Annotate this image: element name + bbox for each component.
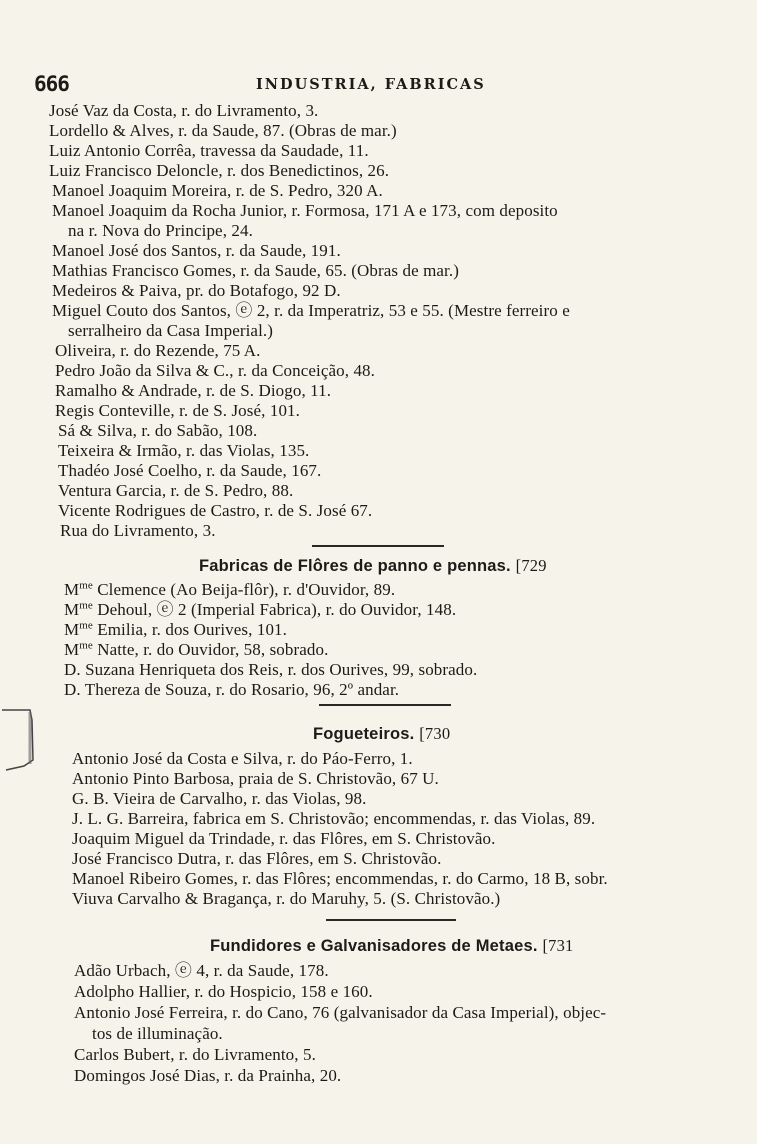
list-item: Antonio Pinto Barbosa, praia de S. Christovão, 67 U.	[72, 769, 439, 788]
list-item: G. B. Vieira de Carvalho, r. das Violas, 98.	[72, 789, 367, 808]
list-item: Adão Urbach, ⓔ 4, r. da Saude, 178.	[74, 961, 329, 980]
list-item: Manoel José dos Santos, r. da Saude, 191.	[52, 241, 341, 260]
list-item: Ramalho & Andrade, r. de S. Diogo, 11.	[55, 381, 332, 400]
list-item: Manoel Joaquim Moreira, r. de S. Pedro, 320 A.	[52, 181, 383, 200]
list-item: Antonio José Ferreira, r. do Cano, 76 (galvanisador da Casa Imperial), objec-	[74, 1003, 607, 1022]
section-number: [730	[419, 724, 451, 743]
list-item: $M^{me}$ Dehoul, ⓔ 2 (Imperial Fabrica), r. do Ouvidor, 148.	[64, 599, 457, 619]
section-heading-fogueteiros	[313, 724, 450, 744]
page-header	[34, 72, 514, 98]
list-item: D. Suzana Henriqueta dos Reis, r. dos Ourives, 99, sobrado.	[64, 660, 478, 679]
section-number: [729	[515, 556, 547, 575]
list-item-continuation: serralheiro da Casa Imperial.)	[68, 321, 274, 340]
section-heading-flores	[199, 556, 547, 576]
running-title: INDUSTRIA, FABRICAS	[256, 76, 486, 93]
list-item: Luiz Antonio Corrêa, travessa da Saudade, 11.	[49, 141, 369, 160]
list-item: Manoel Joaquim da Rocha Junior, r. Formosa, 171 A e 173, com deposito	[52, 201, 558, 220]
list-item-continuation: tos de illuminação.	[92, 1024, 223, 1043]
list-item: Oliveira, r. do Rezende, 75 A.	[55, 341, 261, 360]
section-title: Fundidores e Galvanisadores de Metaes.	[210, 937, 538, 955]
list-item: $M^{me}$ Natte, r. do Ouvidor, 58, sobrado.	[64, 639, 329, 659]
list-item: J. L. G. Barreira, fabrica em S. Christovão; encommendas, r. das Violas, 89.	[72, 809, 596, 828]
margin-bracket-mark	[0, 700, 40, 780]
list-item-continuation: na r. Nova do Principe, 24.	[68, 221, 253, 240]
section-divider	[312, 545, 444, 547]
section-title: Fabricas de Flôres de panno e pennas.	[199, 557, 511, 575]
list-item: Adolpho Hallier, r. do Hospicio, 158 e 160.	[74, 982, 373, 1001]
list-item: Manoel Ribeiro Gomes, r. das Flôres; encommendas, r. do Carmo, 18 B, sobr.	[72, 869, 608, 888]
list-item: Miguel Couto dos Santos, ⓔ 2, r. da Imperatriz, 53 e 55. (Mestre ferreiro e	[52, 301, 570, 320]
page-number: 666	[34, 72, 69, 96]
list-item: Joaquim Miguel da Trindade, r. das Flôres, em S. Christovão.	[72, 829, 496, 848]
list-item: Regis Conteville, r. de S. José, 101.	[55, 401, 300, 420]
list-item: Vicente Rodrigues de Castro, r. de S. José 67.	[58, 501, 373, 520]
section-number: [731	[542, 936, 574, 955]
list-item: José Vaz da Costa, r. do Livramento, 3.	[49, 101, 319, 120]
list-item: Rua do Livramento, 3.	[60, 521, 216, 540]
list-item: Antonio José da Costa e Silva, r. do Páo-Ferro, 1.	[72, 749, 413, 768]
list-item: Sá & Silva, r. do Sabão, 108.	[58, 421, 258, 440]
section-divider	[326, 919, 456, 921]
list-item: Domingos José Dias, r. da Prainha, 20.	[74, 1066, 342, 1085]
list-item: $M^{me}$ Emilia, r. dos Ourives, 101.	[64, 619, 287, 639]
list-item: Medeiros & Paiva, pr. do Botafogo, 92 D.	[52, 281, 341, 300]
list-item: Ventura Garcia, r. de S. Pedro, 88.	[58, 481, 294, 500]
list-item: D. Thereza de Souza, r. do Rosario, 96, 2º andar.	[64, 680, 400, 699]
list-item: Luiz Francisco Deloncle, r. dos Benedictinos, 26.	[49, 161, 390, 180]
list-item: Carlos Bubert, r. do Livramento, 5.	[74, 1045, 316, 1064]
section-divider	[319, 704, 451, 706]
list-item: $M^{me}$ Clemence (Ao Beija-flôr), r. d'Ouvidor, 89.	[64, 579, 396, 599]
list-item: Pedro João da Silva & C., r. da Conceição, 48.	[55, 361, 375, 380]
section-heading-fundidores	[210, 936, 573, 956]
list-item: Thadéo José Coelho, r. da Saude, 167.	[58, 461, 322, 480]
list-item: Mathias Francisco Gomes, r. da Saude, 65. (Obras de mar.)	[52, 261, 459, 280]
list-item: José Francisco Dutra, r. das Flôres, em S. Christovão.	[72, 849, 442, 868]
list-item: Viuva Carvalho & Bragança, r. do Maruhy, 5. (S. Christovão.)	[72, 889, 501, 908]
list-item: Teixeira & Irmão, r. das Violas, 135.	[58, 441, 310, 460]
section-title: Fogueteiros.	[313, 725, 415, 743]
list-item: Lordello & Alves, r. da Saude, 87. (Obras de mar.)	[49, 121, 397, 140]
